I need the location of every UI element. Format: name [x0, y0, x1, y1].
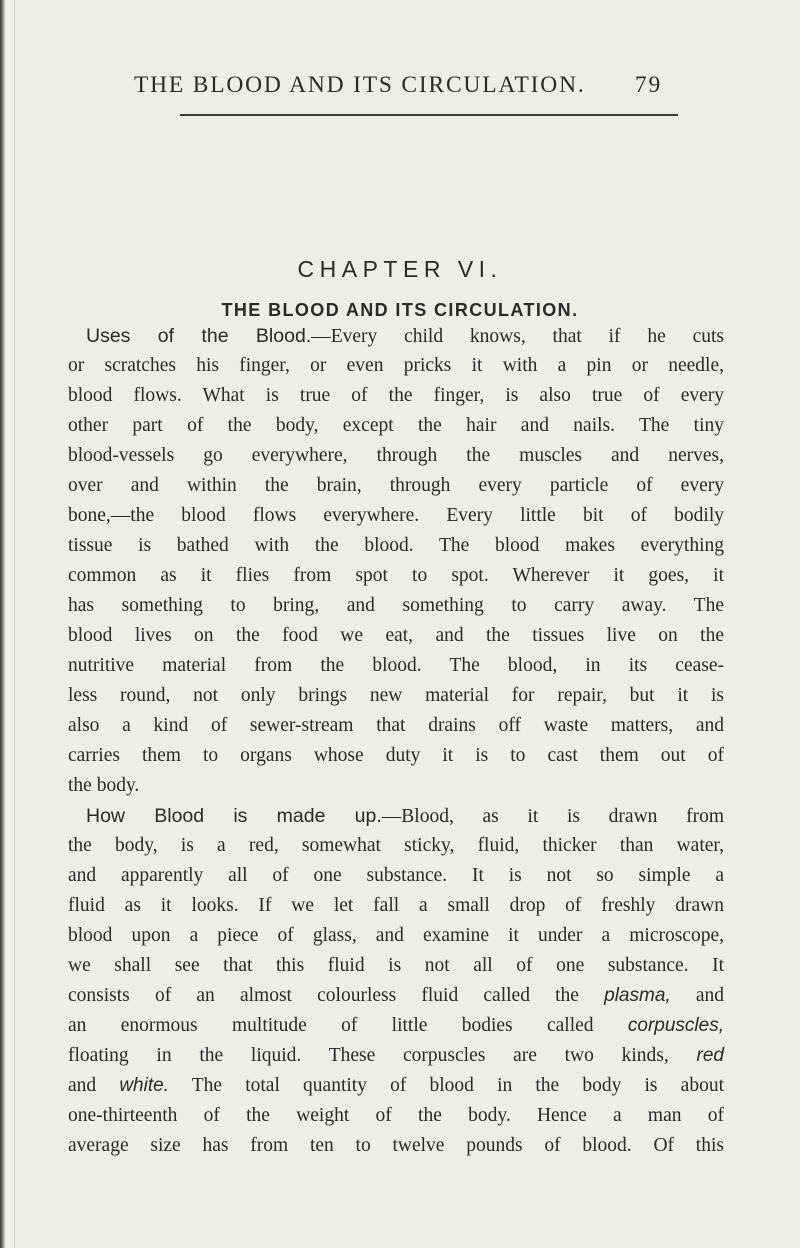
paragraph-line: common as it flies from spot to spot. Wherever it goes, it — [68, 565, 724, 586]
paragraph-line: and white. The total quantity of blood in the body is about — [68, 1075, 724, 1096]
term-white: white. — [119, 1075, 169, 1096]
paragraph-line: floating in the liquid. These corpuscles are two kinds, red — [68, 1045, 724, 1066]
paragraph-line: blood flows. What is true of the finger, is also true of every — [68, 385, 724, 406]
paragraph-line: one-thirteenth of the weight of the body. Hence a man of — [68, 1105, 724, 1126]
page-edge-line — [14, 0, 15, 1248]
page-number: 79 — [634, 72, 662, 98]
paragraph-line: Uses of the Blood.—Every child knows, that if he cuts — [86, 325, 724, 347]
chapter-heading: CHAPTER VI. — [297, 256, 503, 282]
section-heading: Uses of the Blood. — [86, 325, 312, 347]
paragraph-line: also a kind of sewer-stream that drains off waste matters, and — [68, 715, 724, 736]
paragraph-line: the body. — [68, 775, 140, 796]
paragraph-line: less round, not only brings new material for repair, but it is — [68, 685, 724, 706]
paragraph-line: fluid as it looks. If we let fall a small drop of freshly drawn — [68, 895, 724, 916]
term-plasma: plasma, — [604, 985, 671, 1006]
header-rule — [180, 114, 678, 116]
section-heading: How Blood is made up. — [86, 805, 382, 827]
running-header — [134, 72, 662, 104]
paragraph-line: How Blood is made up.—Blood, as it is drawn from — [86, 805, 724, 827]
paragraph-line: average size has from ten to twelve pounds of blood. Of this — [68, 1135, 724, 1156]
paragraph-line: tissue is bathed with the blood. The blood makes everything — [68, 535, 724, 556]
paragraph-line: or scratches his finger, or even pricks it with a pin or needle, — [68, 355, 724, 376]
paragraph-line: carries them to organs whose duty it is to cast them out of — [68, 745, 724, 766]
paragraph-line: over and within the brain, through every particle of every — [68, 475, 724, 496]
term-corpuscles: corpuscles, — [627, 1015, 724, 1036]
paragraph-line: consists of an almost colourless fluid called the plasma, and — [68, 985, 725, 1006]
running-title: THE BLOOD AND ITS CIRCULATION. — [134, 72, 586, 98]
paragraph-line: the body, is a red, somewhat sticky, fluid, thicker than water, — [68, 835, 724, 856]
chapter-title: THE BLOOD AND ITS CIRCULATION. — [221, 300, 579, 320]
paragraph-line: bone,—the blood flows everywhere. Every little bit of bodily — [68, 505, 724, 526]
paragraph-line: nutritive material from the blood. The blood, in its cease- — [68, 655, 724, 676]
body-text — [68, 321, 724, 1161]
page-edge — [0, 0, 5, 1248]
term-red: red — [696, 1045, 724, 1066]
paragraph-line: we shall see that this fluid is not all of one substance. It — [68, 955, 724, 976]
paragraph-line: blood lives on the food we eat, and the tissues live on the — [68, 625, 724, 646]
paragraph-line: and apparently all of one substance. It is not so simple a — [68, 865, 724, 886]
paragraph-line: blood upon a piece of glass, and examine it under a microscope, — [68, 925, 724, 946]
paragraph-line: other part of the body, except the hair and nails. The tiny — [68, 415, 724, 436]
paragraph-line: an enormous multitude of little bodies called corpuscles, — [68, 1015, 724, 1036]
paragraph-line: has something to bring, and something to carry away. The — [68, 595, 724, 616]
paragraph-line: blood-vessels go everywhere, through the muscles and nerves, — [68, 445, 724, 466]
